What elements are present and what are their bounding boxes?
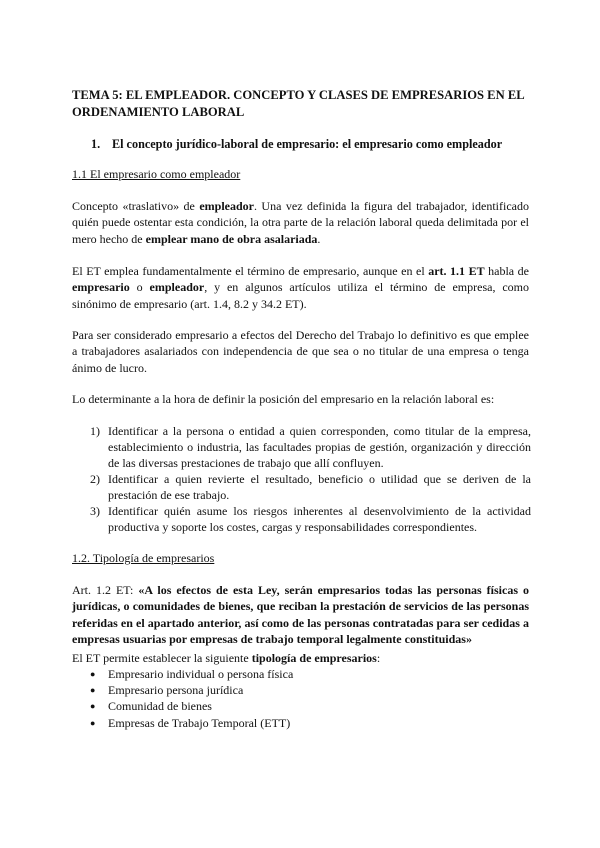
list-item [72, 503, 531, 535]
bold-term: emplear mano de obra asalariada [145, 231, 318, 246]
bold-term: empleador [199, 199, 254, 213]
paragraph-tipologia [72, 650, 529, 666]
list-item [72, 698, 531, 714]
text-run: , y en algunos artículos utiliza el término de empresa, como sinónimo de empresario (art. 1.4, 8.2 y 34.2 ET). [72, 280, 529, 311]
list-item [72, 715, 531, 731]
bold-term: empresario [72, 280, 130, 295]
subsection-heading-1-1: 1.1 El empresario como empleador [72, 167, 241, 181]
section-title: El concepto jurídico-laboral de empresario: el empresario como empleador [112, 137, 503, 151]
list-item [72, 682, 531, 698]
criteria-list [72, 423, 531, 535]
list-number: 3) [90, 504, 100, 518]
quote-art-1-2 [72, 582, 529, 648]
page-title: TEMA 5: EL EMPLEADOR. CONCEPTO Y CLASES DE EMPRESARIOS EN EL ORDENAMIENTO LABORAL [72, 88, 524, 119]
list-item-text: Empresario persona jurídica [108, 683, 244, 698]
types-list [72, 666, 531, 731]
list-item [72, 423, 531, 471]
bullet-icon: ● [90, 701, 96, 712]
list-item-text: Empresario individual o persona física [108, 667, 294, 681]
list-item-text: Comunidad de bienes [108, 699, 212, 714]
bold-term: art. 1.1 ET [428, 264, 485, 278]
bullet-icon: ● [90, 717, 96, 728]
list-item-text: Identificar a la persona o entidad a quien corresponden, como titular de la empresa, establecimiento o industria, las facultades propias de gestión, organización y dirección de las diversas prestaciones de trabajo que allí confluyen. [108, 424, 531, 470]
paragraph-definitivo: Para ser considerado empresario a efectos del Derecho del Trabajo lo definitivo es que emplee a trabajadores asalariados con independencia de que sea o no titular de una empresa o tenga ánimo de lucro. [72, 328, 529, 375]
section-heading [91, 136, 531, 152]
bold-term: tipología de empresarios [251, 651, 377, 665]
bullet-icon: ● [90, 685, 96, 696]
text-run: El ET permite establecer la siguiente [72, 651, 252, 665]
bold-term: empleador [149, 280, 205, 295]
list-item-text: Identificar quién asume los riesgos inherentes al desenvolvimiento de la actividad productiva y soporte los costes, cargas y responsabilidades correspondientes. [108, 504, 531, 534]
text-run: . [317, 231, 321, 246]
subsection-heading-1-2: 1.2. Tipología de empresarios [72, 551, 215, 565]
bullet-icon: ● [90, 669, 96, 679]
paragraph-termino-empresario [72, 263, 529, 312]
paragraph-empleador [72, 198, 529, 247]
list-number: 2) [90, 472, 100, 486]
text-run: : [376, 651, 381, 665]
paragraph-determinante: Lo determinante a la hora de definir la posición del empresario en la relación laboral es: [72, 392, 495, 406]
list-item-text: Identificar a quien revierte el resultado, beneficio o utilidad que se deriven de la prestación de ese trabajo. [108, 472, 531, 502]
section-number: 1. [91, 137, 101, 151]
quote-text: «A los efectos de esta Ley, serán empresarios todas las personas físicas o jurídicas, o comunidades de bienes, que reciban la prestación de servicios de las personas referidas en el apartado anterior, así como de las personas contratadas para ser cedidas a empresas usuarias por empresas de trabajo temporal legalmente constituidas» [72, 583, 529, 647]
text-run: habla de [484, 264, 529, 278]
text-run: o [129, 280, 150, 295]
text-run: El ET emplea fundamentalmente el término de empresario, aunque en el [72, 264, 429, 278]
text-run: . Una vez definida la figura del trabajador, identificado quién puede ostentar esta condición, la otra parte de la relación laboral queda delimitada por el mero hecho de [72, 199, 529, 246]
list-item [72, 471, 531, 503]
quote-prefix: Art. 1.2 ET: [72, 583, 139, 597]
list-item-text: Empresas de Trabajo Temporal (ETT) [108, 715, 291, 730]
list-item [72, 666, 531, 682]
list-number: 1) [90, 424, 100, 438]
text-run: Concepto «traslativo» de [72, 199, 200, 213]
